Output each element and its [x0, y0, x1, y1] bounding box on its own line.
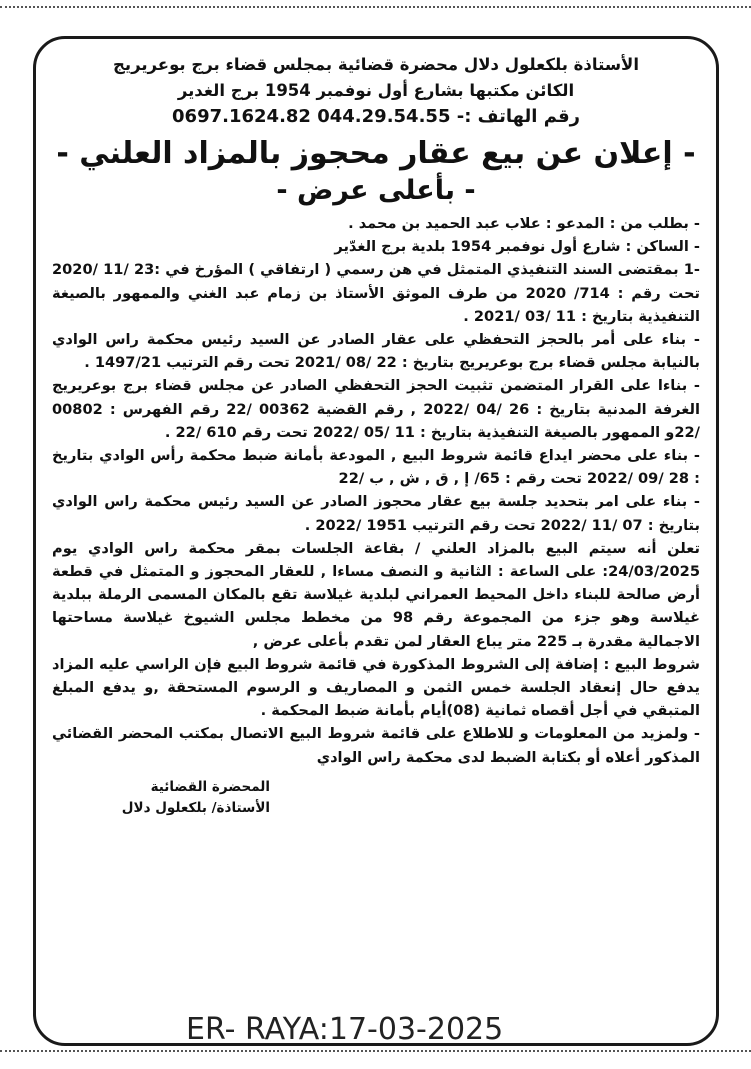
paragraph-conditions-deposit: - بناء على محضر ايداع قائمة شروط البيع , المودعة بأمانة ضبط محكمة رأس الوادي بتاريخ : 28 /09 /2022 تحت رقم : 65/ إ , ق , ش , ب /22: [52, 447, 700, 488]
announcement-subtitle: - بأعلى عرض -: [276, 175, 476, 206]
paragraph-sale-notice: تعلن أنه سيتم البيع بالمزاد العلني / بقاعة الجلسات بمقر محكمة راس الوادي يوم 24/03/2025: على الساعة : الثانية و النصف مساءا , للعقار المحجوز و المتمثل في قطعة أرض صالحة للبناء داخل المحيط العمراني لبلدية غيلاسة تقع بالمكان المسمى الرملة ببلدية غيلاسة وهو جزء من المجموعة رقم 98 من مخطط مجلس الشيوخ غيلاسة مساحتها الاجمالية مقدرة بـ 225 متر يباع العقار لمن تقدم بأعلى عرض ,: [52, 539, 701, 650]
paragraph-executive-deed: -1 بمقتضى السند التنفيذي المتمثل في هن رسمي ( ارتفاقي ) المؤرخ في :23 /11 /2020 تحت رقم : 714/ 2020 من طرف الموثق الأستاذ بن زمام عبد الغني والممهور بالصيغة التنفيذية بتاريخ : 11 /03 /2021 .: [52, 261, 700, 325]
top-dotted-separator: [0, 6, 751, 8]
announcement-body: [52, 212, 700, 769]
newspaper-footer: ER- RAYA:17-03-2025: [186, 1012, 504, 1047]
paragraph-court-decision: - بناءا على القرار المتضمن تثبيت الحجز التحفظي الصادر عن مجلس قضاء برج بوعريريج الغرفة المدنية بتاريخ : 26 /04 /2022 , رقم القضية 00362 /22 رقم الفهرس : 00802 /22و الممهور بالصيغة التنفيذية بتاريخ : 11 /05 /2022 تحت رقم 610 /22 .: [52, 377, 700, 441]
bottom-dotted-separator: [0, 1050, 751, 1052]
paragraph-requester: - بطلب من : المدعو : علاب عبد الحميد بن محمد .: [348, 215, 700, 232]
paragraph-seizure-order: - بناء على أمر بالحجز التحفظي على عقار الصادر عن السيد رئيس محكمة راس الوادي بالنيابة مجلس قضاء برج بوعريريج بتاريخ : 22 /08 /2021 تحت رقم الترتيب 1497/21 .: [52, 331, 700, 372]
paragraph-session-order: - بناء على امر بتحديد جلسة بيع عقار محجوز الصادر عن السيد رئيس محكمة راس الوادي بتاريخ : 07 /11 /2022 تحت رقم الترتيب 1951 /2022 .: [52, 493, 700, 534]
paragraph-sale-conditions: شروط البيع : إضافة إلى الشروط المذكورة في قائمة شروط البيع فإن الراسي عليه المزاد يدفع حال إنعقاد الجلسة خمس الثمن و المصاريف و الرسوم المستحقة ,و يدفع المبلغ المتبقي في أجل أقصاه ثمانية (08)أيام بأمانة ضبط المحكمة .: [52, 655, 700, 720]
signature-block: [52, 777, 700, 819]
announcement-title: - إعلان عن بيع عقار محجوز بالمزاد العلني -: [56, 136, 696, 171]
bailiff-name-line: الأستاذة بلكعلول دلال محضرة قضائية بمجلس قضاء برج بوعريريج: [112, 55, 639, 74]
bailiff-header: [52, 52, 700, 130]
announcement-content: [52, 52, 700, 819]
bailiff-address-line: الكائن مكتبها بشارع أول نوفمبر 1954 برج الغدير: [177, 81, 575, 100]
bailiff-phone-line: رقم الهاتف :- 044.29.54.55 0697.1624.82: [172, 106, 580, 127]
paragraph-more-info: - ولمزيد من المعلومات و للاطلاع على قائمة شروط البيع الاتصال بمكتب المحضر القضائي المذكور أعلاه أو بكتابة الضبط لدى محكمة راس الوادي: [52, 725, 700, 766]
paragraph-residence: - الساكن : شارع أول نوفمبر 1954 بلدية برج الغدّير: [334, 238, 700, 256]
signature-title: المحضرة القضائية: [150, 778, 270, 795]
signature-name: الأستاذة/ بلكعلول دلال: [121, 799, 270, 816]
